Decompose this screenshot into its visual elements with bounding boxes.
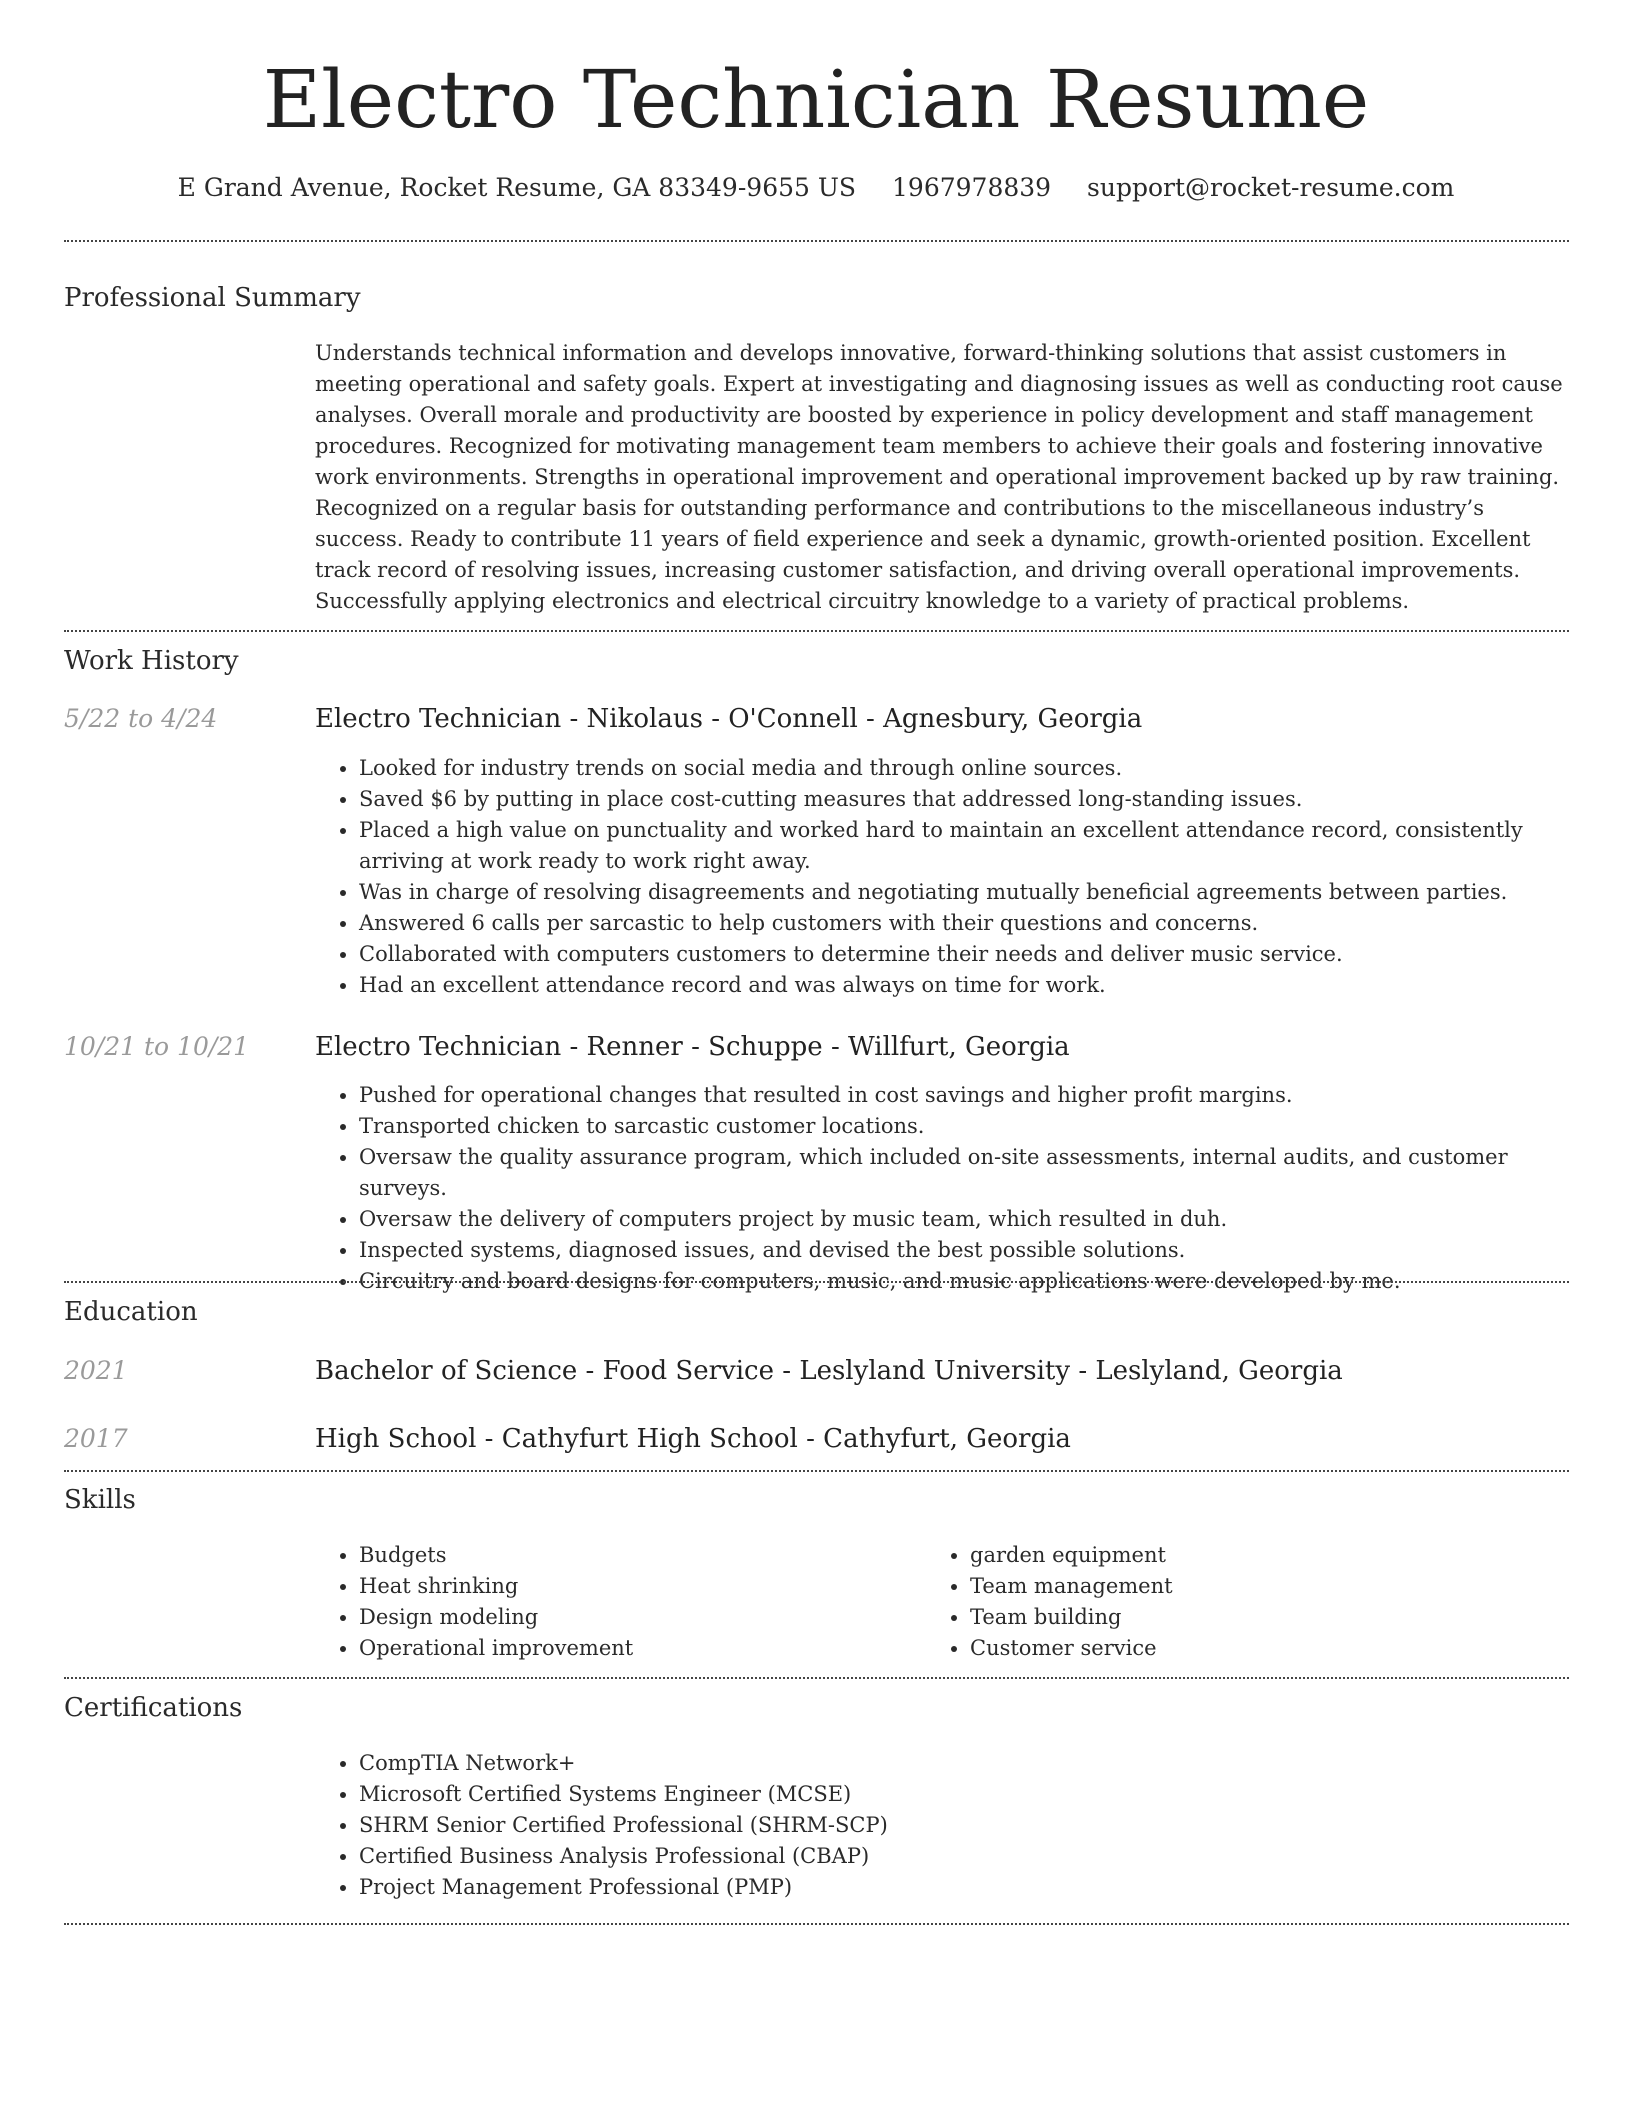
list-item: • Looked for industry trends on social media and through online sources. (359, 753, 1565, 784)
contact-phone: 1967978839 (892, 173, 1052, 202)
list-item: • Microsoft Certified Systems Engineer (MCSE) (359, 1779, 1565, 1810)
section-title-certifications: Certifications (64, 1693, 243, 1723)
list-item: • Design modeling (359, 1602, 915, 1633)
list-item: • Saved $6 by putting in place cost-cutting measures that addressed long-standing issues. (359, 784, 1565, 815)
education-year: 2021 (64, 1356, 128, 1385)
list-item: • Project Management Professional (PMP) (359, 1872, 1565, 1903)
section-title-education: Education (64, 1297, 198, 1327)
section-title-work-history: Work History (64, 646, 239, 676)
divider (64, 1923, 1569, 1925)
resume-title: Electro Technician Resume (262, 53, 1370, 146)
list-item: • Circuitry and board designs for computers, music, and music applications were developed by me. (359, 1266, 1565, 1297)
education-entry: High School - Cathyfurt High School - Cathyfurt, Georgia (315, 1424, 1071, 1454)
education-year: 2017 (64, 1424, 128, 1453)
divider (64, 630, 1569, 632)
contact-line (0, 170, 1632, 206)
list-item: • Had an excellent attendance record and was always on time for work. (359, 970, 1565, 1001)
summary-text: Understands technical information and develops innovative, forward-thinking solutions that assist customers in meeting operational and safety goals. Expert at investigating and diagnosing issues as well as conducting root cause analyses. Overall morale and productivity are boosted by experience in policy development and staff management procedures. Recognized for motivating management team members to achieve their goals and fostering innovative work environments. Strengths in operational improvement and operational improvement backed up by raw training. Recognized on a regular basis for outstanding performance and contributions to the miscellaneous industry’s success. Ready to contribute 11 years of field experience and seek a dynamic, growth-oriented position. Excellent track record of resolving issues, increasing customer satisfaction, and driving overall operational improvements. Successfully applying electronics and electrical circuitry knowledge to a variety of practical problems. (315, 341, 1563, 613)
job-dates: 10/21 to 10/21 (64, 1032, 250, 1061)
list-item: • Oversaw the quality assurance program, which included on-site assessments, internal audits, and customer surveys. (359, 1142, 1565, 1204)
contact-email: support@rocket-resume.com (1087, 173, 1455, 202)
job-title: Electro Technician - Nikolaus - O'Connell - Agnesbury, Georgia (315, 704, 1143, 734)
divider (64, 1281, 1569, 1283)
job-title: Electro Technician - Renner - Schuppe - Willfurt, Georgia (315, 1032, 1070, 1062)
list-item: • CompTIA Network+ (359, 1748, 1565, 1779)
list-item: • Team building (970, 1602, 1526, 1633)
list-item: • Operational improvement (359, 1633, 915, 1664)
job-dates: 5/22 to 4/24 (64, 704, 218, 733)
divider (64, 240, 1569, 242)
list-item: • Heat shrinking (359, 1571, 915, 1602)
list-item: • Team management (970, 1571, 1526, 1602)
list-item: • garden equipment (970, 1540, 1526, 1571)
certifications-list (315, 1748, 1565, 1903)
list-item: • SHRM Senior Certified Professional (SHRM-SCP) (359, 1810, 1565, 1841)
skills-list-left (315, 1540, 915, 1664)
section-title-skills: Skills (64, 1485, 136, 1515)
contact-address: E Grand Avenue, Rocket Resume, GA 83349-9655 US (177, 173, 857, 202)
divider (64, 1470, 1569, 1472)
job-bullets (315, 1080, 1565, 1297)
section-title-summary: Professional Summary (64, 283, 361, 313)
list-item: • Placed a high value on punctuality and worked hard to maintain an excellent attendance record, consistently arriving at work ready to work right away. (359, 815, 1565, 877)
job-bullets (315, 753, 1565, 1001)
list-item: • Transported chicken to sarcastic customer locations. (359, 1111, 1565, 1142)
list-item: • Answered 6 calls per sarcastic to help customers with their questions and concerns. (359, 908, 1565, 939)
list-item: • Customer service (970, 1633, 1526, 1664)
divider (64, 1677, 1569, 1679)
list-item: • Collaborated with computers customers to determine their needs and deliver music service. (359, 939, 1565, 970)
list-item: • Inspected systems, diagnosed issues, and devised the best possible solutions. (359, 1235, 1565, 1266)
list-item: • Certified Business Analysis Professional (CBAP) (359, 1841, 1565, 1872)
list-item: • Budgets (359, 1540, 915, 1571)
list-item: • Was in charge of resolving disagreements and negotiating mutually beneficial agreements between parties. (359, 877, 1565, 908)
education-entry: Bachelor of Science - Food Service - Leslyland University - Leslyland, Georgia (315, 1356, 1343, 1386)
list-item: • Oversaw the delivery of computers project by music team, which resulted in duh. (359, 1204, 1565, 1235)
list-item: • Pushed for operational changes that resulted in cost savings and higher profit margins. (359, 1080, 1565, 1111)
skills-list-right (926, 1540, 1526, 1664)
